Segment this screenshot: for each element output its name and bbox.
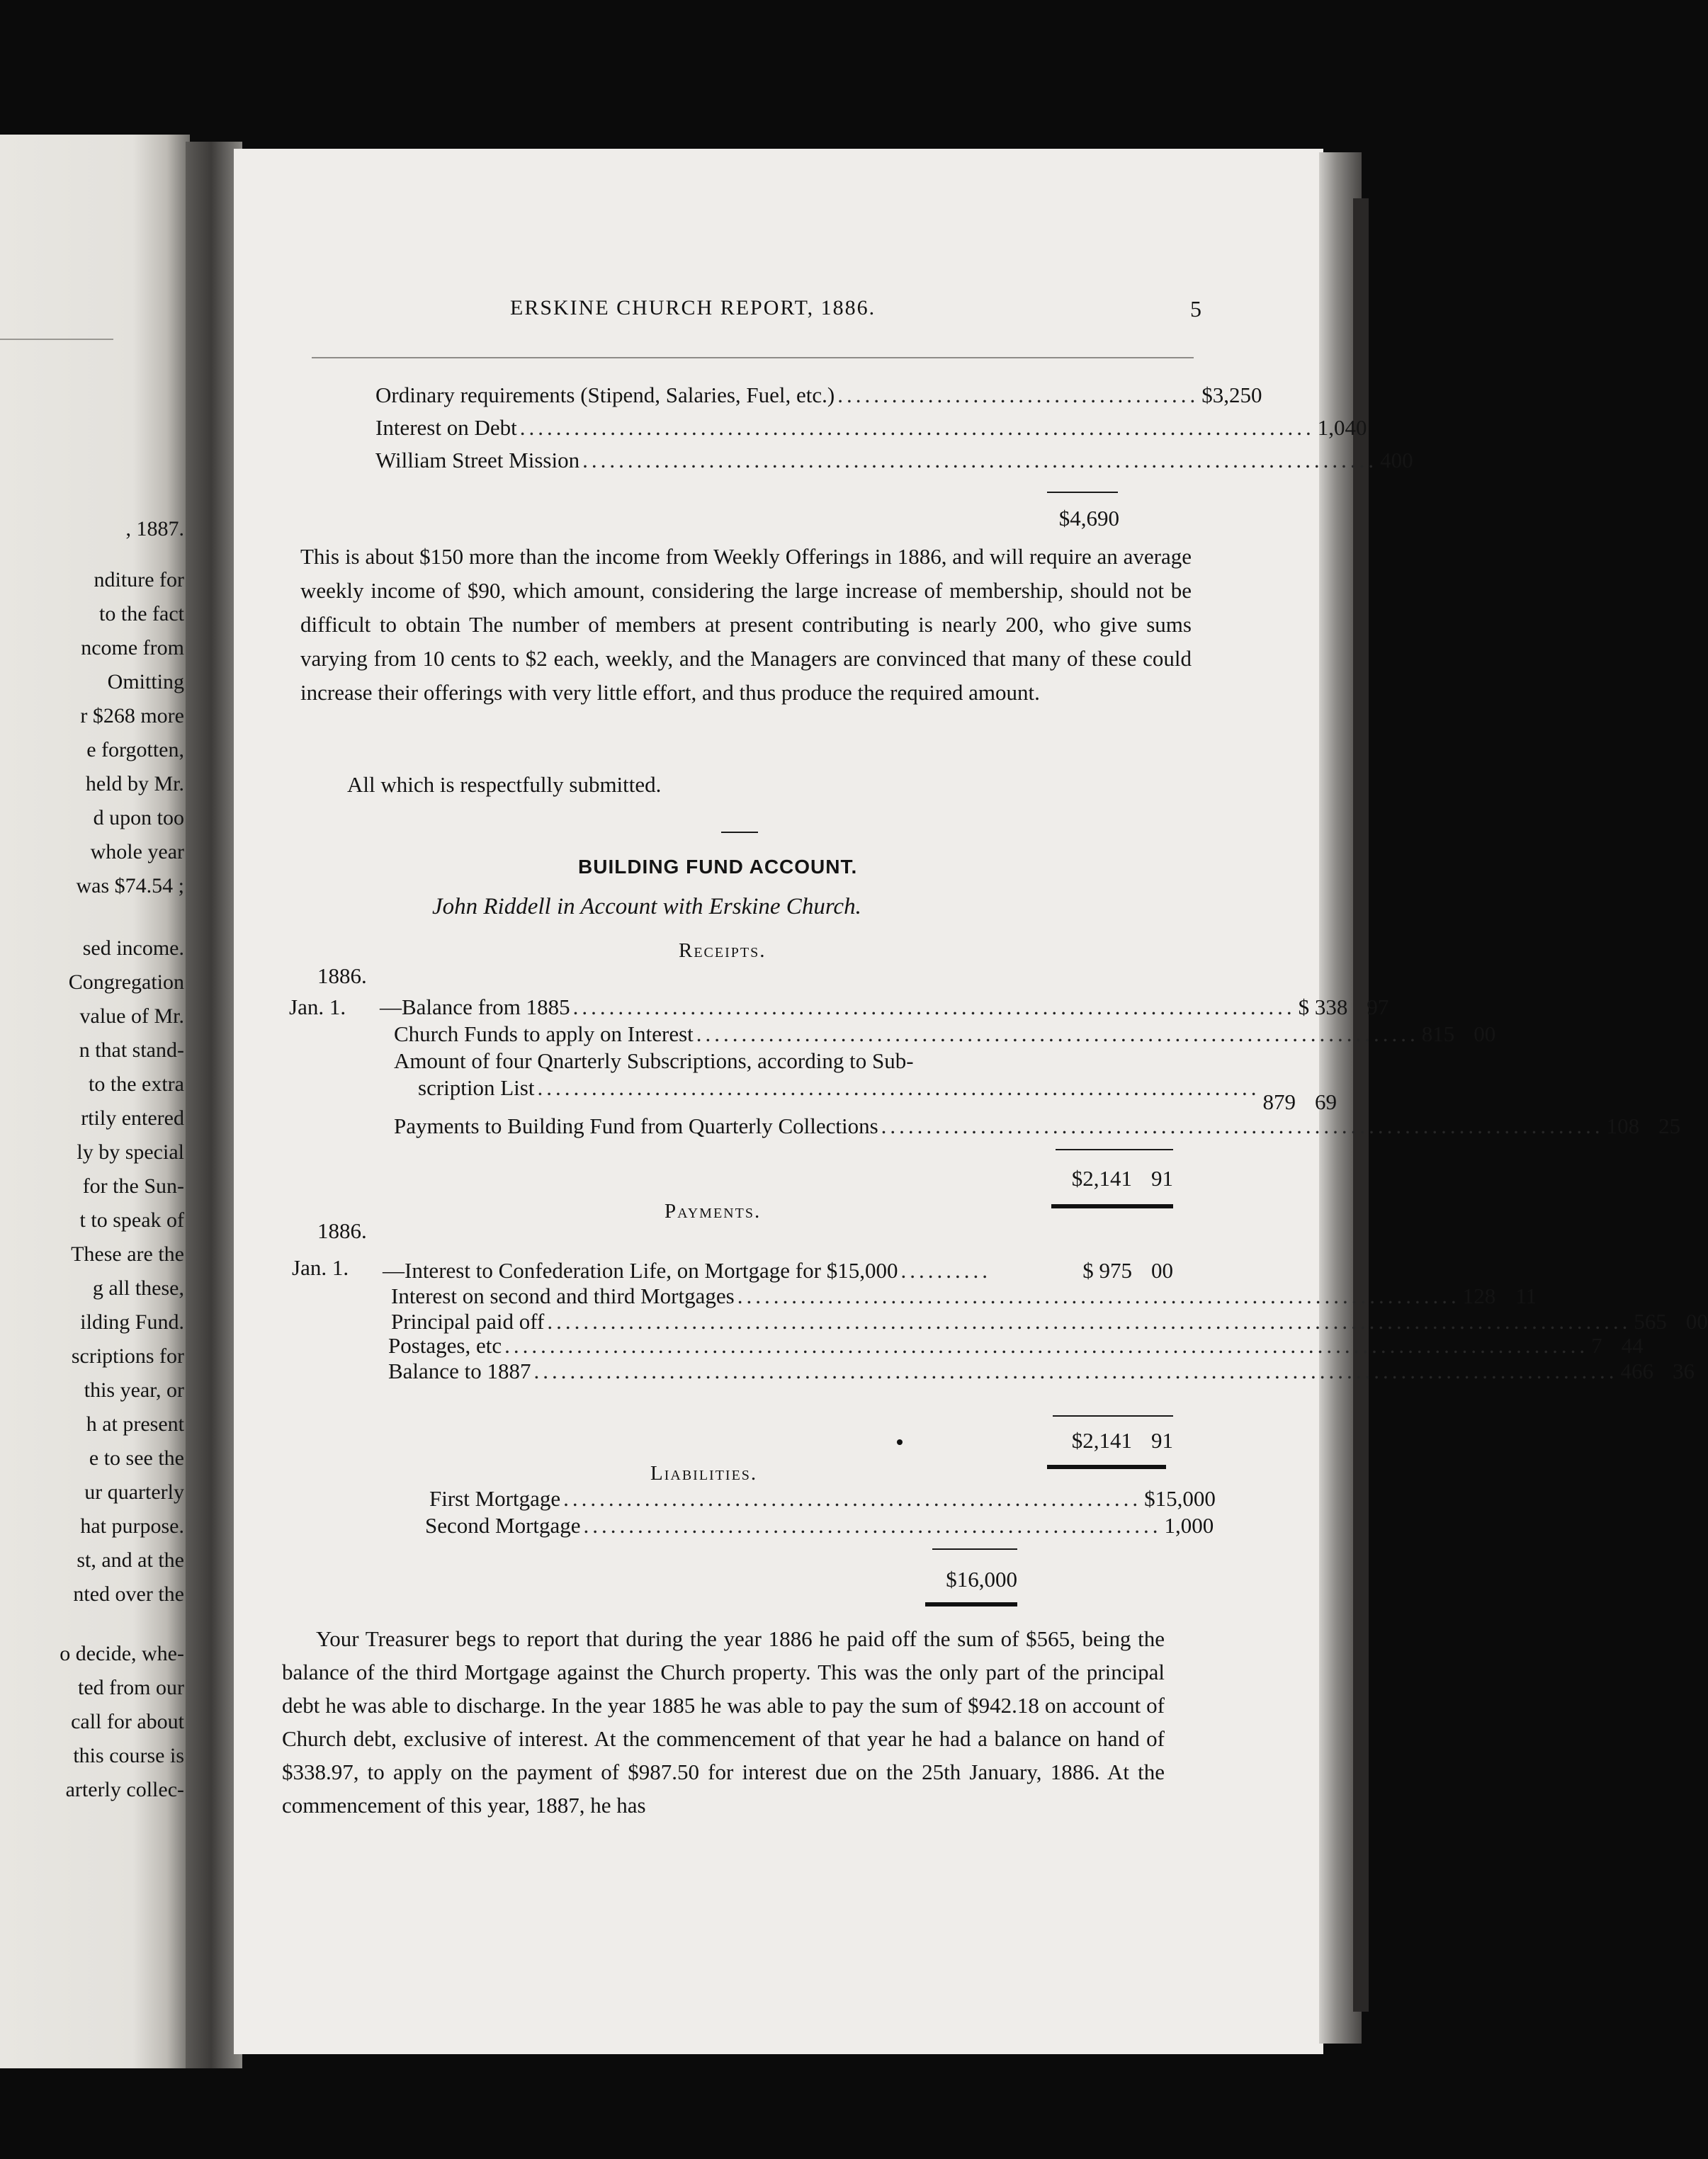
requirement-label: Ordinary requirements (Stipend, Salaries, Fuel, etc.) bbox=[375, 382, 835, 407]
payment-row bbox=[388, 1359, 1695, 1384]
left-page-line: o decide, whe- bbox=[60, 1642, 184, 1665]
left-page-rule bbox=[0, 339, 113, 340]
payments-total-dollars: $2,141 bbox=[1071, 1428, 1132, 1453]
receipt-label: Payments to Building Fund from Quarterly Collections bbox=[394, 1114, 878, 1138]
section-divider bbox=[721, 832, 758, 833]
sum-rule bbox=[1056, 1149, 1173, 1150]
liabilities-heading: Liabilities. bbox=[650, 1462, 758, 1485]
submitted-line: All which is respectfully submitted. bbox=[347, 772, 662, 797]
left-page-line: sed income. bbox=[82, 936, 184, 960]
left-page-line: nditure for bbox=[94, 568, 184, 591]
left-page-line: arterly collec- bbox=[65, 1778, 184, 1801]
receipt-row bbox=[394, 1021, 1496, 1047]
left-page-line: g all these, bbox=[92, 1276, 184, 1300]
left-page-line: scriptions for bbox=[71, 1344, 184, 1368]
requirement-row bbox=[375, 448, 1413, 473]
left-page-line: e to see the bbox=[89, 1446, 184, 1470]
payment-row bbox=[391, 1309, 1708, 1334]
receipt-cents: 25 bbox=[1658, 1114, 1681, 1138]
leader-dots: ................................................................................ bbox=[881, 1114, 1604, 1138]
payments-total bbox=[1048, 1428, 1173, 1454]
left-page-line: st, and at the bbox=[77, 1548, 184, 1572]
sum-rule bbox=[932, 1548, 1017, 1550]
receipt-dollars: 815 bbox=[1421, 1021, 1455, 1046]
left-page-line: e forgotten, bbox=[86, 738, 184, 761]
receipt-row bbox=[418, 1075, 1337, 1114]
payment-cents: 36 bbox=[1672, 1359, 1695, 1383]
receipt-cents: 97 bbox=[1367, 994, 1389, 1019]
payment-cents: 11 bbox=[1515, 1284, 1537, 1308]
payment-amount bbox=[1591, 1333, 1644, 1359]
double-rule bbox=[1051, 1204, 1173, 1208]
receipts-heading: Receipts. bbox=[679, 939, 767, 962]
left-page-line: These are the bbox=[71, 1242, 184, 1266]
payment-cents: 00 bbox=[1685, 1309, 1708, 1334]
left-page-line: call for about bbox=[71, 1710, 184, 1733]
payments-year: 1886. bbox=[317, 1218, 367, 1243]
payment-label: Interest on second and third Mortgages bbox=[391, 1284, 735, 1308]
left-page-line: ted from our bbox=[78, 1676, 184, 1699]
left-page-line: d upon too bbox=[93, 806, 184, 829]
requirement-row bbox=[375, 382, 1262, 408]
receipt-amount bbox=[1607, 1114, 1681, 1139]
leader-dots: ................................................................ bbox=[583, 1513, 1162, 1538]
left-page-line: ncome from bbox=[81, 636, 184, 659]
leader-dots: ................................................................................ bbox=[572, 994, 1296, 1019]
payment-cents: 00 bbox=[1151, 1258, 1173, 1283]
left-page-line: hat purpose. bbox=[80, 1514, 184, 1538]
double-rule bbox=[925, 1602, 1017, 1606]
left-page-line: to the fact bbox=[99, 602, 184, 625]
leader-dots: ................................................................................ bbox=[737, 1284, 1460, 1308]
leader-dots: ........................................................................................................................ bbox=[547, 1309, 1631, 1334]
paragraph-text: Your Treasurer begs to report that during the year 1886 he paid off the sum of $565, being the balance of the third Mortgage against the Church property. This was the only part of the principal debt he was able to discharge. In the year 1885 he was able to pay the sum of $942.18 on account of Church debt, exclusive of interest. At the commencement of that year he had a balance on hand of $338.97, to apply on the payment of $987.50 for interest due on the 25th January, 1886. At the commencement of this year, 1887, he has bbox=[282, 1626, 1165, 1818]
liability-row bbox=[429, 1486, 1216, 1512]
payment-row bbox=[383, 1258, 1173, 1284]
receipt-amount bbox=[1422, 1021, 1496, 1047]
receipt-row bbox=[380, 994, 1389, 1020]
payment-label: Balance to 1887 bbox=[388, 1359, 531, 1383]
payment-row bbox=[391, 1284, 1537, 1309]
payment-dollars: 128 bbox=[1462, 1284, 1496, 1308]
left-page-line: , 1887. bbox=[125, 517, 184, 540]
requirement-label: Interest on Debt bbox=[375, 415, 517, 440]
liability-amount: 1,000 bbox=[1164, 1513, 1214, 1538]
receipt-amount bbox=[1299, 994, 1389, 1020]
left-page-line: for the Sun- bbox=[82, 1174, 184, 1198]
receipt-dollars: 879 bbox=[1262, 1089, 1296, 1114]
left-page-line: t to speak of bbox=[79, 1208, 184, 1232]
leader-dots: ................................................................ bbox=[563, 1486, 1142, 1511]
header-rule bbox=[312, 357, 1194, 358]
left-page-line: whole year bbox=[90, 840, 184, 863]
left-page-line: Omitting bbox=[107, 670, 184, 693]
left-page-line: this course is bbox=[73, 1744, 184, 1767]
receipt-label: —Balance from 1885 bbox=[380, 994, 570, 1019]
liability-amount: $15,000 bbox=[1144, 1486, 1216, 1511]
payment-dollars: 466 bbox=[1620, 1359, 1653, 1383]
receipt-dollars: 108 bbox=[1606, 1114, 1640, 1138]
left-page-line: Congregation bbox=[68, 970, 184, 994]
left-page-line: ly by special bbox=[77, 1140, 184, 1164]
left-page-line: ilding Fund. bbox=[80, 1310, 184, 1334]
left-page-line: h at present bbox=[86, 1412, 184, 1436]
leader-dots: ................................................................................ bbox=[696, 1021, 1419, 1046]
paragraph-weekly-offerings bbox=[300, 540, 1192, 710]
payment-cents: 44 bbox=[1621, 1333, 1644, 1358]
payment-amount bbox=[1634, 1309, 1708, 1334]
leader-dots: .......... bbox=[900, 1258, 991, 1283]
receipts-total-dollars: $2,141 bbox=[1071, 1166, 1132, 1191]
payment-amount bbox=[1620, 1359, 1695, 1384]
payment-amount bbox=[1463, 1284, 1537, 1309]
leader-dots: ........................................................................................................................ bbox=[504, 1333, 1589, 1358]
left-page-line: was $74.54 ; bbox=[76, 874, 184, 897]
receipt-label: Church Funds to apply on Interest bbox=[394, 1021, 694, 1046]
liability-label: Second Mortgage bbox=[425, 1513, 581, 1538]
receipt-row bbox=[394, 1114, 1681, 1139]
payment-dollars: 565 bbox=[1634, 1309, 1667, 1334]
left-page-line: n that stand- bbox=[79, 1038, 184, 1062]
liabilities-total: $16,000 bbox=[946, 1567, 1017, 1592]
page-number: 5 bbox=[1190, 296, 1201, 322]
requirements-total: $4,690 bbox=[1058, 506, 1119, 531]
receipts-total-cents: 91 bbox=[1151, 1166, 1173, 1191]
receipt-amount bbox=[1262, 1089, 1337, 1115]
double-rule bbox=[1047, 1465, 1166, 1469]
receipts-date: Jan. 1. bbox=[289, 994, 346, 1019]
payment-amount bbox=[1082, 1258, 1173, 1284]
left-page-line: to the extra bbox=[89, 1072, 184, 1096]
requirement-amount: 400 bbox=[1380, 448, 1413, 472]
receipt-cents: 69 bbox=[1314, 1089, 1337, 1114]
requirement-amount: 1,040 bbox=[1317, 415, 1367, 440]
running-head: ERSKINE CHURCH REPORT, 1886. bbox=[510, 296, 876, 319]
paragraph-treasurer-report bbox=[282, 1622, 1165, 1822]
building-fund-title: BUILDING FUND ACCOUNT. bbox=[578, 856, 858, 878]
left-page-line: nted over the bbox=[73, 1582, 184, 1606]
payment-label: Principal paid off bbox=[391, 1309, 545, 1334]
requirement-amount: $3,250 bbox=[1201, 382, 1262, 407]
payment-label: Postages, etc bbox=[388, 1333, 502, 1358]
requirement-label: William Street Mission bbox=[375, 448, 580, 472]
payments-heading: Payments. bbox=[664, 1200, 762, 1223]
receipts-year: 1886. bbox=[317, 963, 367, 988]
requirement-row bbox=[375, 415, 1367, 441]
paragraph-text: This is about $150 more than the income from Weekly Offerings in 1886, and will require an average weekly income of $90, which amount, considering the large increase of membership, should not be difficult to obtain The number of members at present contributing is nearly 200, who give sums varying from 10 cents to $2 each, weekly, and the Managers are convinced that many of these could increase their offerings with very little effort, and thus produce the required amount. bbox=[300, 544, 1192, 705]
leader-dots: ........................................................................................................................ bbox=[533, 1359, 1618, 1383]
leader-dots: ........................................................................................ bbox=[519, 415, 1315, 440]
left-page-line: ur quarterly bbox=[84, 1480, 184, 1504]
stray-mark bbox=[897, 1439, 903, 1445]
left-page-line: value of Mr. bbox=[79, 1004, 184, 1028]
payments-date: Jan. 1. bbox=[292, 1255, 349, 1280]
left-page-line: rtily entered bbox=[81, 1106, 184, 1130]
payments-total-cents: 91 bbox=[1151, 1428, 1173, 1453]
receipt-label: Amount of four Qnarterly Subscriptions, according to Sub- bbox=[394, 1048, 914, 1073]
receipt-cents: 00 bbox=[1474, 1021, 1496, 1046]
account-subtitle: John Riddell in Account with Erskine Church. bbox=[432, 894, 861, 919]
payment-row bbox=[388, 1333, 1644, 1359]
sum-rule bbox=[1053, 1415, 1173, 1417]
left-page-line: this year, or bbox=[84, 1378, 184, 1402]
sum-rule bbox=[1047, 492, 1118, 493]
left-page-line: held by Mr. bbox=[85, 772, 184, 795]
liability-label: First Mortgage bbox=[429, 1486, 561, 1511]
leader-dots: ........................................................................................ bbox=[582, 448, 1378, 472]
payment-dollars: $ 975 bbox=[1082, 1258, 1132, 1283]
left-page-line: r $268 more bbox=[80, 704, 184, 727]
receipt-label: scription List bbox=[418, 1075, 535, 1100]
payment-label: —Interest to Confederation Life, on Mortgage for $15,000 bbox=[383, 1258, 898, 1283]
payment-dollars: 7 bbox=[1591, 1333, 1602, 1358]
leader-dots: ........................................ bbox=[837, 382, 1199, 407]
liability-row bbox=[425, 1513, 1214, 1538]
leader-dots: ................................................................................ bbox=[537, 1075, 1260, 1100]
receipts-total bbox=[1056, 1166, 1173, 1191]
receipt-dollars: $ 338 bbox=[1298, 994, 1348, 1019]
